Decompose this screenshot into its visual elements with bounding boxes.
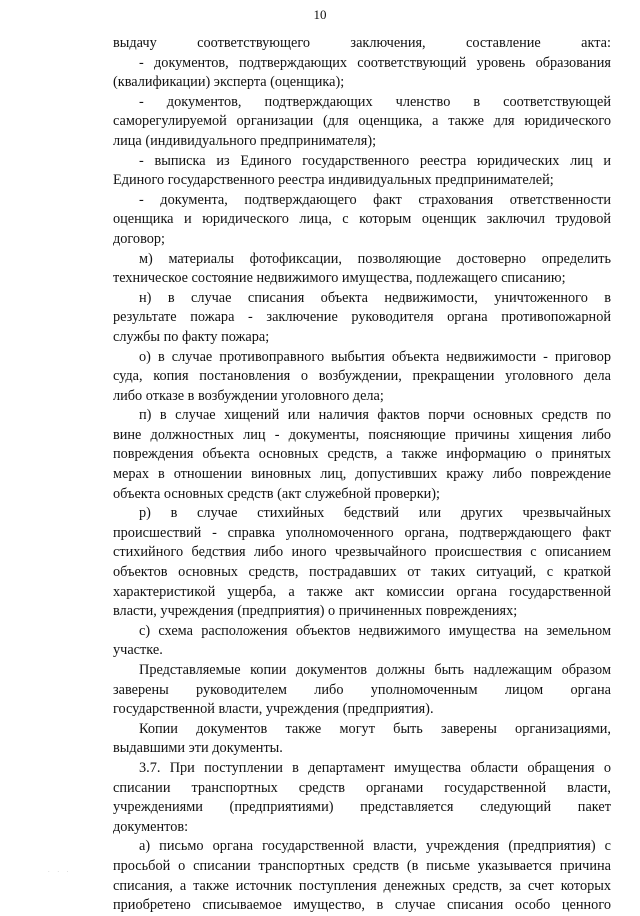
page-number: 10 [313, 7, 327, 22]
scan-artifact: . . . [48, 868, 72, 874]
text-line: службы по факту пожара; [113, 328, 270, 345]
text-line: либо отказе в возбуждении уголовного дела; [113, 387, 384, 404]
text-line: п) в случае хищений или наличия фактов порчи основных средств по [139, 407, 611, 424]
text-line: объекта основных средств (акт служебной проверки); [113, 485, 441, 502]
text-line: Копии документов также могут быть заверены организациями, [139, 720, 611, 737]
text-line: - документов, подтверждающих соответствующий уровень образования [139, 54, 611, 71]
text-line: повреждения объекта основных средств, а также информацию о принятых [113, 446, 611, 463]
text-line: вине должностных лиц - документы, поясняющие причины хищения либо [113, 426, 611, 443]
text-line: р) в случае стихийных бедствий или других чрезвычайных [139, 505, 611, 522]
text-line: приобретено списываемое имущество, в случае списания особо ценного [113, 897, 611, 914]
text-line: происшествий - справка уполномоченного органа, подтверждающего факт [113, 524, 611, 541]
text-line: стихийного бедствия либо иного чрезвычайного происшествия с описанием [113, 544, 611, 561]
text-line: оценщика и юридического лица, с которым оценщик заключил трудовой [113, 211, 611, 228]
text-line: договор; [113, 230, 166, 247]
text-line: Единого государственного реестра индивидуальных предпринимателей; [113, 172, 554, 189]
text-line: объектов основных средств, пострадавших от таких ситуаций, с краткой [113, 564, 611, 581]
text-line: документов: [113, 818, 189, 835]
text-line: государственной власти, учреждения (предприятия). [113, 701, 434, 718]
text-line: - документов, подтверждающих членство в соответствующей [139, 93, 611, 110]
text-line: заверены руководителем либо уполномоченным лицом органа [113, 681, 611, 698]
text-line: 3.7. При поступлении в департамент имущества области обращения о [139, 759, 611, 776]
text-line: а) письмо органа государственной власти, учреждения (предприятия) с [139, 838, 611, 855]
text-line: власти, учреждения (предприятия) о причиненных повреждениях; [113, 603, 518, 620]
text-line: суда, копия постановления о возбуждении, прекращении уголовного дела [113, 368, 611, 385]
text-line: участке. [113, 642, 163, 659]
text-line: просьбой о списании транспортных средств (в письме указывается причина [113, 857, 611, 874]
text-line: учреждениями (предприятиями) представляется следующий пакет [113, 799, 611, 816]
text-line: (квалификации) эксперта (оценщика); [113, 74, 345, 91]
text-line: Представляемые копии документов должны быть надлежащим образом [139, 662, 611, 678]
document-body [113, 34, 611, 916]
text-line: списания, а также источник поступления денежных средств, за счет которых [113, 877, 611, 894]
text-line: выдавшими эти документы. [113, 740, 283, 757]
text-line: - выписка из Единого государственного реестра юридических лиц и [139, 152, 611, 169]
text-line: н) в случае списания объекта недвижимости, уничтоженного в [139, 289, 611, 306]
text-line: результате пожара - заключение руководителя органа противопожарной [113, 309, 611, 326]
text-line: характеристикой ущерба, а также акт комиссии органа государственной [113, 583, 611, 600]
text-line: техническое состояние недвижимого имущества, подлежащего списанию; [113, 270, 566, 287]
text-line: списании транспортных средств органами государственной власти, [113, 779, 611, 796]
text-line: лица (индивидуального предпринимателя); [113, 132, 377, 149]
text-line: м) материалы фотофиксации, позволяющие достоверно определить [139, 250, 611, 267]
text-line: - документа, подтверждающего факт страхования ответственности [139, 191, 611, 208]
text-line: с) схема расположения объектов недвижимого имущества на земельном [139, 622, 611, 639]
text-line: о) в случае противоправного выбытия объекта недвижимости - приговор [139, 348, 611, 365]
text-line: саморегулируемой организации (для оценщика, а также для юридического [113, 113, 611, 130]
text-line: выдачу соответствующего заключения, составление акта: [113, 35, 611, 51]
text-line: мерах в отношении виновных лиц, допустивших кражу либо повреждение [113, 466, 611, 483]
